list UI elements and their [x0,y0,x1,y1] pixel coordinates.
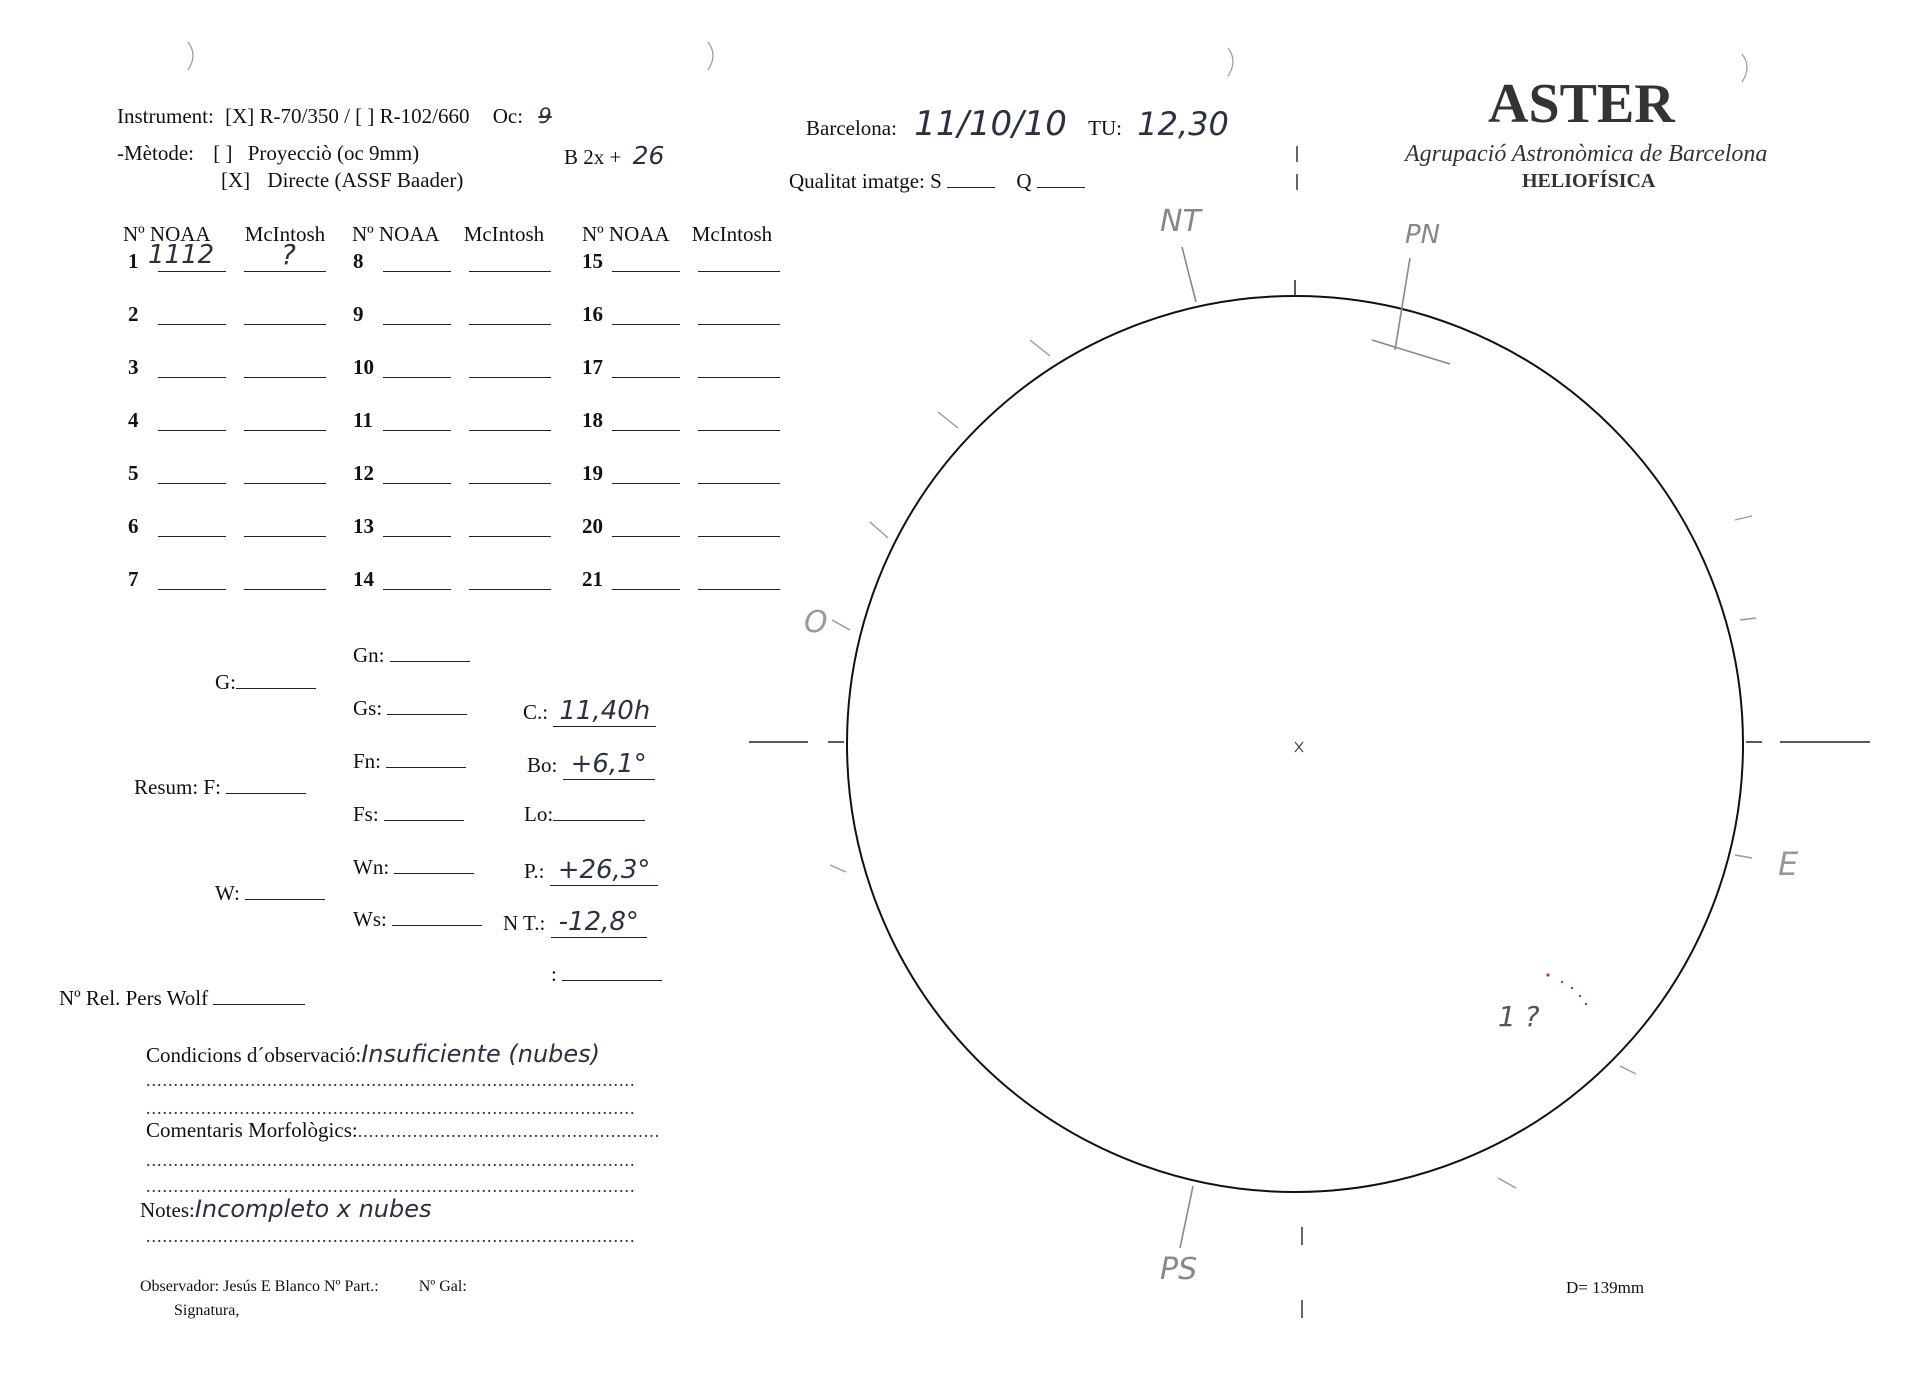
lo-label: Lo: [524,802,554,826]
dotted-line: ......................................................................................... [146,1098,636,1118]
date-value: 11/10/10 [914,104,1067,144]
entry-1-mcintosh: ? [281,238,296,271]
brand-name: ASTER [1488,73,1675,135]
metode-option-2: Directe (ASSF Baader) [267,168,464,192]
tu-label: TU: [1088,116,1122,140]
signature-label: Signatura, [174,1302,240,1319]
metode-checkbox-1[interactable]: [ ] [213,141,233,165]
dotted-line: ......................................................................................... [146,1070,636,1090]
brand-section: HELIOFÍSICA [1522,170,1656,192]
c-label: C.: [523,700,549,724]
punch-mark [188,42,193,70]
fs-label: Fs: [353,802,379,826]
ps-label: PS [1160,1252,1198,1287]
punch-mark [1742,54,1747,82]
conditions-label: Condicions d´observació: [146,1043,362,1067]
row-number: 7 [128,567,139,591]
brand-subtitle: Agrupació Astronòmica de Barcelona [1405,141,1768,167]
header-mcintosh-2: McIntosh [463,222,545,246]
bo-value: +6,1° [563,749,655,780]
notes-label: Notes: [140,1198,195,1222]
gs-label: Gs: [353,696,383,720]
gal-label: Nº Gal: [418,1278,467,1295]
row-number: 19 [582,461,603,485]
conditions-value: Insuficiente (nubes) [361,1040,601,1068]
morph-label: Comentaris Morfològics: [146,1118,358,1142]
row-number: 4 [128,408,139,432]
header-mcintosh-3: McIntosh [691,222,773,246]
diameter-label: D= 139mm [1566,1278,1645,1297]
dotted-line: ......................................................................................... [146,1226,636,1246]
row-number: 10 [353,355,374,379]
metode-label: -Mètode: [117,141,194,165]
north-true-axis [1182,247,1196,302]
metode-checkbox-2[interactable]: [X] [221,168,251,192]
wolf-label: Nº Rel. Pers Wolf [59,986,209,1010]
west-label: O [804,605,828,640]
g-label: G: [215,670,236,694]
extra-colon: : [551,962,557,986]
gn-label: Gn: [353,643,385,667]
row-number: 20 [582,514,603,538]
tu-value: 12,30 [1137,105,1229,143]
header-noaa-1: Nº NOAA [123,222,210,246]
row-number: 17 [582,355,603,379]
group-label: 1 ? [1498,1000,1540,1033]
instrument-option-label: R-70/350 / [ ] R-102/660 [259,104,470,128]
quality-label: Qualitat imatge: S [789,169,942,193]
row-number: 3 [128,355,139,379]
row-number: 11 [353,408,373,432]
header-noaa-3: Nº NOAA [582,222,669,246]
b-label: B 2x + [564,145,622,169]
city-label: Barcelona: [806,116,897,140]
row-number: 18 [582,408,603,432]
morph-field: Comentaris Morfològics:....................................................... [146,1118,661,1142]
east-label: E [1778,845,1799,883]
quality-q-label: Q [1016,169,1032,193]
nt-label: NT [1160,204,1201,239]
row-number: 12 [353,461,374,485]
p-label: P.: [524,859,545,883]
sunspot-marks [1546,973,1587,1005]
row-number: 21 [582,567,603,591]
p-value: +26,3° [550,855,659,886]
row-number: 1 [128,249,139,273]
nt-label: N T.: [503,911,546,935]
b-value: 26 [632,141,665,170]
punch-mark [1228,48,1233,76]
fn-label: Fn: [353,749,382,773]
dotted-line: ......................................................................................... [146,1176,636,1196]
punch-mark [708,42,713,70]
entry-1-noaa: 1112 [148,240,215,270]
instrument-checkbox-1[interactable]: [X] [225,104,255,128]
notes-value: Incompleto x nubes [194,1195,432,1223]
wn-label: Wn: [353,855,390,879]
oc-label: Oc: [492,104,524,128]
nt-value: -12,8° [551,907,647,938]
resum-label: Resum: F: [134,775,221,799]
row-number: 5 [128,461,139,485]
row-number: 6 [128,514,139,538]
pn-label: PN [1405,220,1441,250]
solar-disk [847,296,1743,1192]
north-pole-axis [1395,258,1410,350]
row-number: 14 [353,567,374,591]
limb-ticks [830,340,1756,1188]
bo-label: Bo: [527,753,558,777]
w-label: W: [215,881,240,905]
header-noaa-2: Nº NOAA [352,222,439,246]
row-number: 2 [128,302,139,326]
ws-label: Ws: [353,907,387,931]
row-number: 15 [582,249,603,273]
dotted-line: ......................................................................................... [146,1150,636,1170]
c-value: 11,40h [553,696,656,727]
observer-label: Observador: Jesús E Blanco Nº Part.: [140,1278,379,1295]
metode-option-1: Proyecciò (oc 9mm) [247,141,420,165]
row-number: 8 [353,249,364,273]
row-number: 9 [353,302,364,326]
instrument-label: Instrument: [117,104,214,128]
oc-value: 9 [538,104,552,128]
south-pole-axis [1180,1186,1193,1248]
row-number: 13 [353,514,374,538]
row-number: 16 [582,302,603,326]
header-mcintosh-1: McIntosh [244,222,326,246]
